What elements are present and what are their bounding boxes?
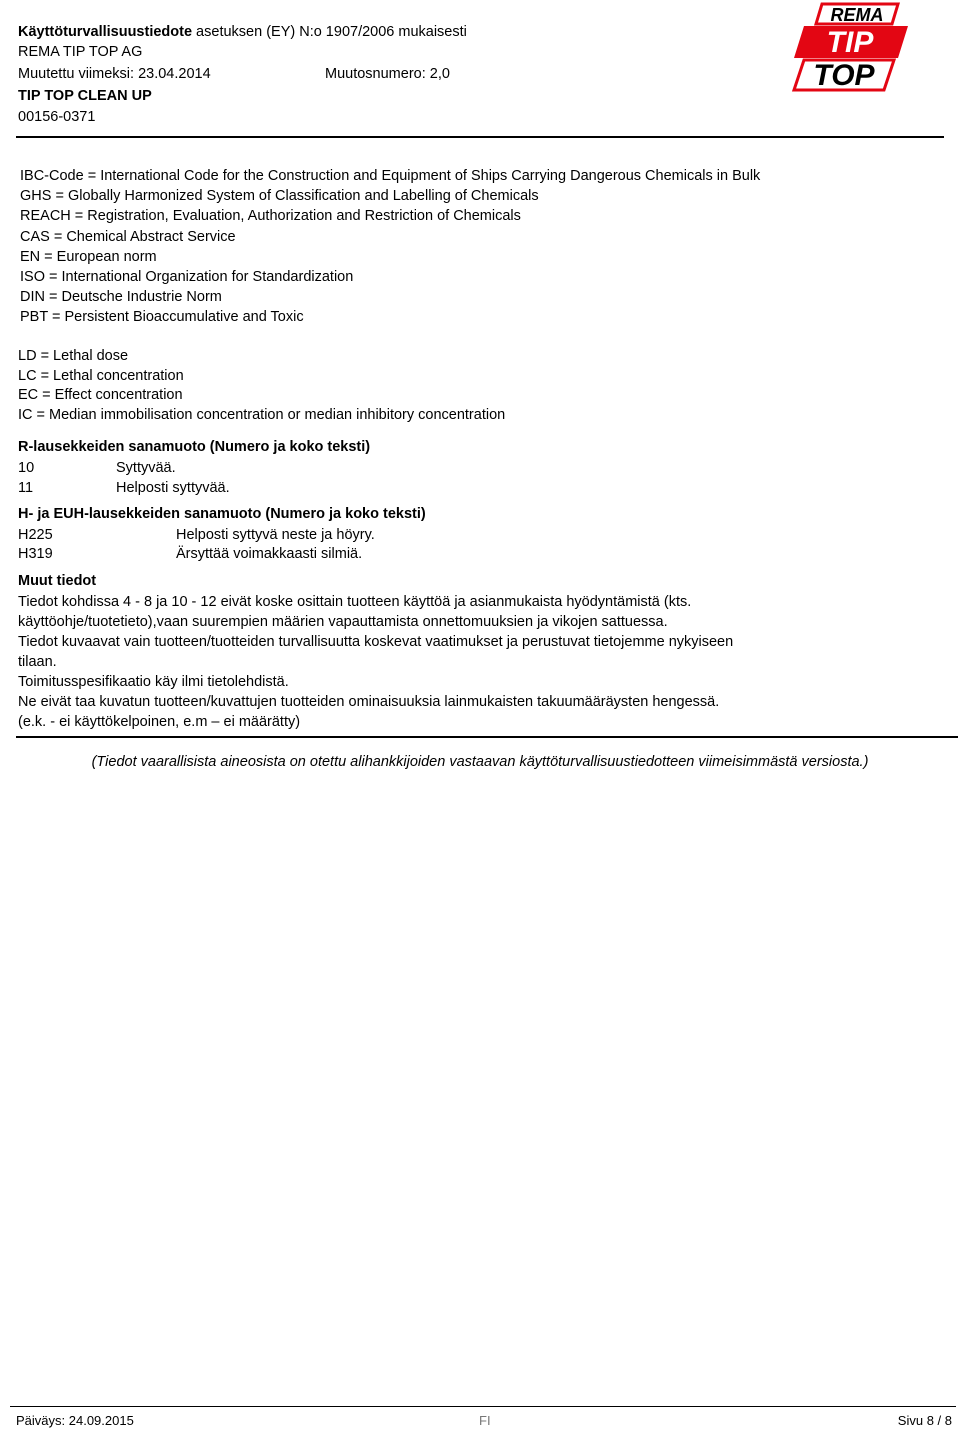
logo-line2: TIP xyxy=(826,26,874,59)
abbreviation-item: GHS = Globally Harmonized System of Classification and Labelling of Chemicals xyxy=(20,188,539,204)
other-info-line: Tiedot kohdissa 4 - 8 ja 10 - 12 eivät koske osittain tuotteen käyttöä ja asianmukaista hyödyntämistä (kts. xyxy=(18,594,692,610)
other-info-line: käyttöohje/tuotetieto),vaan suurempien määrien vapauttamista onnettomuuksien ja vikojen sattuessa. xyxy=(18,614,668,630)
rema-tip-top-logo xyxy=(790,2,940,98)
document-title-rest: asetuksen (EY) N:o 1907/2006 mukaisesti xyxy=(192,24,467,40)
product-name: TIP TOP CLEAN UP xyxy=(18,88,152,104)
footer-language: FI xyxy=(479,1413,491,1428)
abbreviation-item: CAS = Chemical Abstract Service xyxy=(20,229,236,245)
disclaimer-text: (Tiedot vaarallisista aineosista on otettu alihankkijoiden vastaavan käyttöturvallisuustiedotteen viimeisimmästä versiosta.) xyxy=(91,754,869,770)
abbreviation-item: LC = Lethal concentration xyxy=(18,368,184,384)
r-phrase-text: Helposti syttyvää. xyxy=(116,480,230,496)
modified-date: Muutettu viimeksi: 23.04.2014 xyxy=(18,66,211,82)
abbreviation-item: LD = Lethal dose xyxy=(18,348,129,364)
other-info-line: Toimitusspesifikaatio käy ilmi tietolehdistä. xyxy=(18,674,289,690)
document-title xyxy=(18,22,467,42)
r-phrase-code: 10 xyxy=(18,460,35,476)
r-phrase-code: 11 xyxy=(18,480,34,496)
footer-page-number: Sivu 8 / 8 xyxy=(897,1413,952,1428)
h-phrases-title: H- ja EUH-lausekkeiden sanamuoto (Numero ja koko teksti) xyxy=(18,506,426,522)
h-phrase-text: Helposti syttyvä neste ja höyry. xyxy=(176,527,375,543)
footer-date: Päiväys: 24.09.2015 xyxy=(16,1413,134,1428)
h-phrase-code: H225 xyxy=(18,527,53,543)
company-name: REMA TIP TOP AG xyxy=(18,44,143,60)
document-title-bold: Käyttöturvallisuustiedote xyxy=(18,24,193,40)
abbreviation-item: IBC-Code = International Code for the Construction and Equipment of Ships Carrying Dangerous Chemicals in Bulk xyxy=(20,168,761,184)
abbreviation-item: PBT = Persistent Bioaccumulative and Toxic xyxy=(20,309,304,325)
abbreviation-item: IC = Median immobilisation concentration or median inhibitory concentration xyxy=(18,407,506,423)
logo-line3: TOP xyxy=(813,59,875,92)
h-phrase-code: H319 xyxy=(18,546,53,562)
h-phrase-text: Ärsyttää voimakkaasti silmiä. xyxy=(176,546,363,562)
section-divider xyxy=(16,736,958,738)
abbreviation-item: EC = Effect concentration xyxy=(18,387,183,403)
header-divider xyxy=(16,136,944,138)
abbreviation-item: DIN = Deutsche Industrie Norm xyxy=(20,289,222,305)
revision-number: Muutosnumero: 2,0 xyxy=(325,66,450,82)
other-info-line: (e.k. - ei käyttökelpoinen, e.m – ei määrätty) xyxy=(18,714,301,730)
other-info-title: Muut tiedot xyxy=(18,573,97,589)
abbreviation-item: ISO = International Organization for Standardization xyxy=(20,269,354,285)
r-phrases-title: R-lausekkeiden sanamuoto (Numero ja koko teksti) xyxy=(18,439,371,455)
other-info-line: Ne eivät taa kuvatun tuotteen/kuvattujen tuotteiden ominaisuuksia lainmukaisten takuumääräysten hengessä. xyxy=(18,694,720,710)
document-header xyxy=(0,0,960,140)
other-info-line: tilaan. xyxy=(18,654,57,670)
logo-line1: REMA xyxy=(830,5,884,25)
product-code: 00156-0371 xyxy=(18,109,96,125)
abbreviation-item: EN = European norm xyxy=(20,249,157,265)
r-phrase-text: Syttyvää. xyxy=(116,460,176,476)
footer-divider xyxy=(10,1406,956,1407)
other-info-line: Tiedot kuvaavat vain tuotteen/tuotteiden turvallisuutta koskevat vaatimukset ja perustuvat tietojemme nykyiseen xyxy=(18,634,734,650)
abbreviation-item: REACH = Registration, Evaluation, Authorization and Restriction of Chemicals xyxy=(20,208,521,224)
